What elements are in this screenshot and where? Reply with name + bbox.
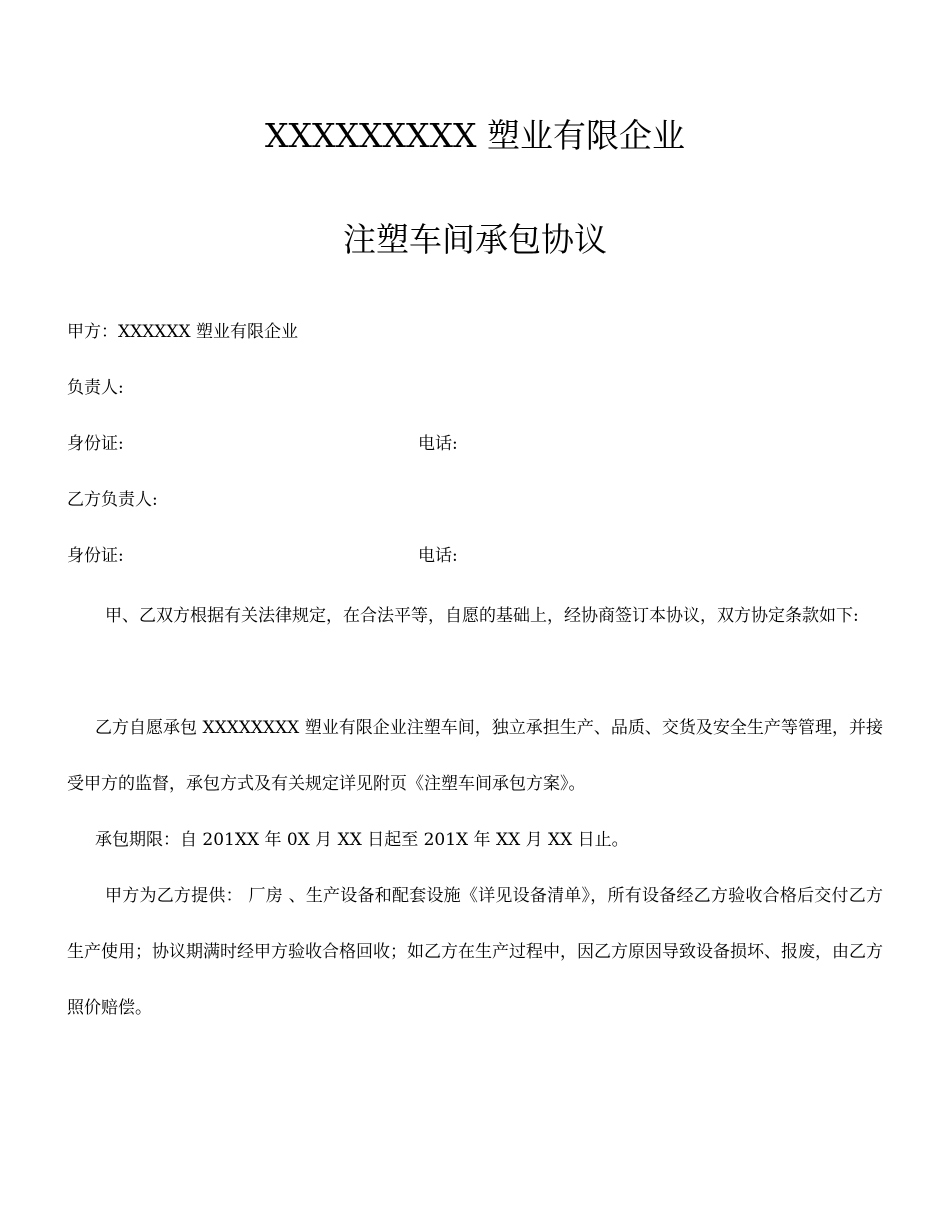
party-a-id-label: 身份证:	[67, 434, 124, 454]
party-a-person-line: 负责人:	[67, 378, 124, 398]
clause-equipment-provision: 甲方为乙方提供： 厂房 、生产设备和配套设施《详见设备清单》，所有设备经乙方验收合格后交付乙方生产使用；协议期满时经甲方验收合格回收；如乙方在生产过程中，因乙方原因导致设备损坏、报废，由乙方照价赔偿。	[67, 886, 883, 1018]
clause-contract-period: 承包期限：自 201XX 年 0X 月 XX 日起至 201X 年 XX 月 XX 日止。	[95, 830, 629, 850]
party-a-phone-label: 电话:	[418, 434, 458, 454]
intro-paragraph: 甲、乙双方根据有关法律规定，在合法平等，自愿的基础上，经协商签订本协议，双方协定条款如下:	[105, 606, 859, 626]
party-b-person-line: 乙方负责人:	[67, 490, 158, 510]
party-a-line: 甲方：XXXXXX 塑业有限企业	[67, 322, 299, 342]
party-b-phone-label: 电话:	[418, 546, 458, 566]
document-title: 注塑车间承包协议	[343, 220, 607, 259]
clause-contract-scope: 乙方自愿承包 XXXXXXXX 塑业有限企业注塑车间，独立承担生产、品质、交货及安全生产等管理，并接受甲方的监督，承包方式及有关规定详见附页《注塑车间承包方案》。	[67, 718, 883, 794]
party-b-id-label: 身份证:	[67, 546, 124, 566]
company-title: XXXXXXXXX 塑业有限企业	[265, 116, 685, 155]
